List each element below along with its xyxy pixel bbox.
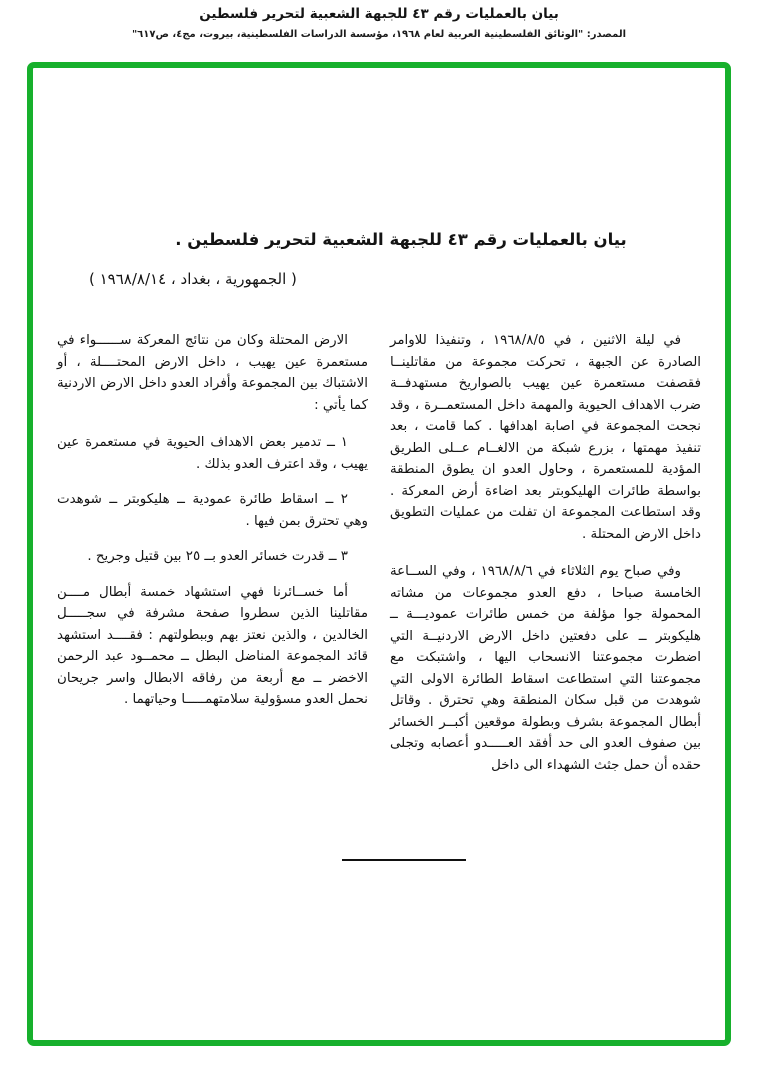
- numbered-item: ٣ ــ قدرت خسائر العدو بــ ٢٥ بين قتيل وجريح .: [87, 549, 348, 564]
- page-header-title: بيان بالعمليات رقم ٤٣ للجبهة الشعبية لتحرير فلسطين: [199, 6, 559, 22]
- document-title: بيان بالعمليات رقم ٤٣ للجبهة الشعبية لتحرير فلسطين .: [175, 230, 627, 249]
- document-body: [57, 330, 701, 792]
- column-left: [57, 330, 368, 792]
- body-paragraph: في ليلة الاثنين ، في ١٩٦٨/٨/٥ ، وتنفيذا للاوامر الصادرة عن الجبهة ، تحركت مجموعة من مقاتلينــا فقصفت مستعمرة عين يهيب بالصواريخ مستهدفــة ضرب الاهداف الحيوية والمهمة داخل المستعمــرة ، وقد نجحت المجموعة في اصابة اهدافها . كما قامت ، بعد تنفيذ مهمتها ، بزرع شبكة من الالغــام عــلى الطريق المؤدية للمستعمرة ، وحاول العدو ان يطوق المنطقة بواسطة طائرات الهليكوبتر بعد اضاءة أرض المعركة . وقد استطاعت المجموعة ان تفلت من عمليات التطويق داخل الارض المحتلة .: [390, 333, 701, 542]
- body-paragraph: الارض المحتلة وكان من نتائج المعركة ســــــواء في مستعمرة عين يهيب ، داخل الارض المحتــــلة ، أو الاشتباك بين المجموعة وأفراد العدو داخل الارض الاردنية كما يأتي :: [57, 333, 368, 413]
- numbered-item: ٢ ــ اسقاط طائرة عمودية ــ هليكوبتر ــ شوهدت وهي تحترق بمن فيها .: [57, 492, 368, 529]
- page-header: [0, 6, 758, 40]
- body-paragraph: وفي صباح يوم الثلاثاء في ١٩٦٨/٨/٦ ، وفي الســاعة الخامسة صباحا ، دفع العدو مجموعات من مشاته المحمولة جوا مؤلفة من خمس طائرات عموديـــة ــ هليكوبتر ــ على دفعتين داخل الارض الاردنيــة التي اضطرت مجموعتنا الانسحاب اليها ، واشتبكت مع مجموعتنا التي استطاعت اسقاط الطائرة الاولى التي شوهدت من قبل سكان المنطقة وهي تحترق . وقاتل أبطال المجموعة بشرف وبطولة موقعين أكبــر الخسائر بين صفوف العدو الى حد أفقد العـــــدو أعصابه وتجلى حقده أن حمل جثث الشهداء الى داخل: [390, 564, 701, 773]
- document-frame: [27, 62, 731, 1046]
- footnote-separator-line: [342, 859, 466, 861]
- page-header-source: المصدر: "الوثائق الفلسطينية العربية لعام ١٩٦٨، مؤسسة الدراسات الفلسطينية، بيروت، مج٤، ص٦١٧": [131, 29, 627, 40]
- column-right: [390, 330, 701, 792]
- document-subtitle: ( الجمهورية ، بغداد ، ١٩٦٨/٨/١٤ ): [89, 270, 297, 288]
- body-paragraph: أما خســائرنا فهي استشهاد خمسة أبطال مــــن مقاتلينا الذين سطروا صفحة مشرفة في سجـــــل الخالدين ، والذين نعتز بهم وببطولتهم : فقــــد استشهد قائد المجموعة المناضل البطل ــ محمــود عبد الرحمن الاخضر ــ مع أربعة من رفاقه الابطال واسر جريحان نحمل العدو مسؤولية سلامتهمـــــا وحياتهما .: [57, 584, 368, 707]
- numbered-item: ١ ــ تدمير بعض الاهداف الحيوية في مستعمرة عين يهيب ، وقد اعترف العدو بذلك .: [57, 435, 368, 472]
